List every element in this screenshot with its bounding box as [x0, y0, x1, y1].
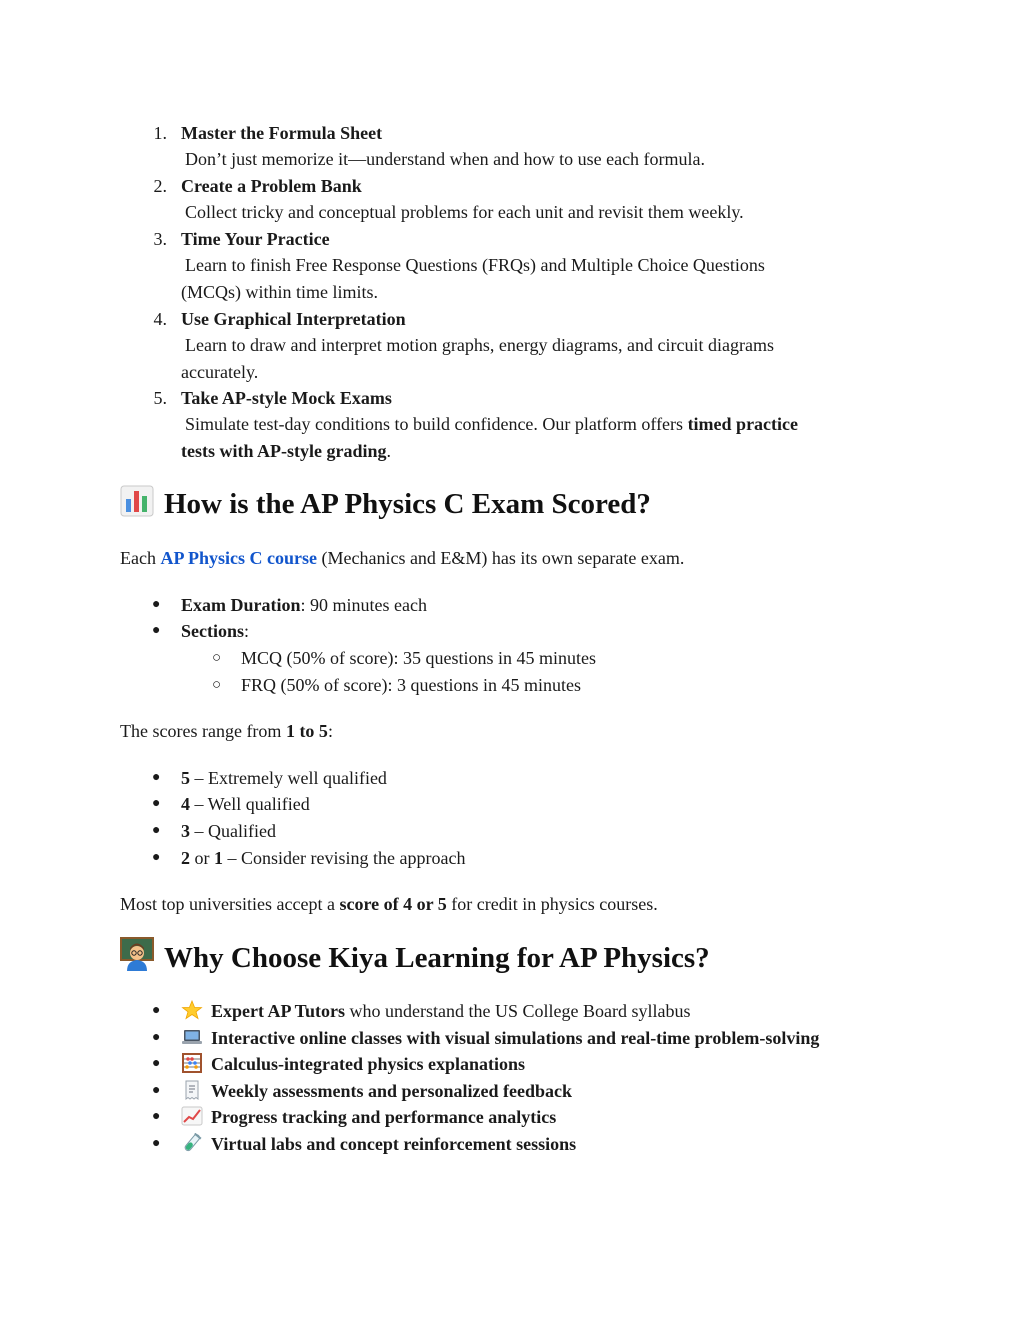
test-tube-icon — [181, 1133, 203, 1153]
tip-number: 5. — [153, 388, 167, 408]
tip-description: Learn to draw and interpret motion graphs, energy diagrams, and circuit diagrams — [185, 335, 774, 355]
tip-title: Use Graphical Interpretation — [181, 309, 406, 329]
section-heading-scoring: How is the AP Physics C Exam Scored? — [120, 484, 651, 528]
bullet: ● — [152, 597, 161, 612]
tip-number: 3. — [153, 229, 167, 249]
tip-number: 2. — [153, 176, 167, 196]
tip-number: 1. — [153, 123, 167, 143]
tip-title: Time Your Practice — [181, 229, 330, 249]
why-item: Interactive online classes with visual simulations and real-time problem-solving — [181, 1025, 819, 1051]
why-item: Weekly assessments and personalized feedback — [181, 1078, 572, 1104]
tip-description: Collect tricky and conceptual problems for each unit and revisit them weekly. — [185, 202, 744, 222]
score-item: 3 – Qualified — [181, 821, 276, 841]
tip-title: Create a Problem Bank — [181, 176, 362, 196]
bar-chart-icon — [120, 485, 154, 528]
credit-text: Most top universities accept a score of 4 or 5 for credit in physics courses. — [120, 894, 658, 914]
why-item: Expert AP Tutors who understand the US College Board syllabus — [181, 998, 691, 1024]
bullet: ● — [152, 823, 161, 838]
bullet: ● — [152, 1056, 161, 1071]
tip-description-cont: tests with AP-style grading. — [181, 441, 391, 461]
bullet: ● — [152, 796, 161, 811]
exam-duration-item: Exam Duration: 90 minutes each — [181, 595, 427, 615]
why-item: Calculus-integrated physics explanations — [181, 1051, 525, 1077]
glowing-star-icon — [181, 1000, 203, 1020]
tip-number: 4. — [153, 309, 167, 329]
why-item: Progress tracking and performance analytics — [181, 1104, 556, 1130]
bullet: ● — [152, 623, 161, 638]
section-heading-why: Why Choose Kiya Learning for AP Physics? — [120, 937, 710, 982]
section-mcq: MCQ (50% of score): 35 questions in 45 minutes — [241, 648, 596, 668]
tip-description-cont: (MCQs) within time limits. — [181, 282, 379, 302]
abacus-icon — [181, 1053, 203, 1073]
tip-description: Learn to finish Free Response Questions (FRQs) and Multiple Choice Questions — [185, 255, 765, 275]
tip-description: Simulate test-day conditions to build confidence. Our platform offers timed practice — [185, 414, 799, 434]
sections-item: Sections: — [181, 621, 250, 641]
bullet: ● — [152, 1003, 161, 1018]
tip-title: Master the Formula Sheet — [181, 123, 383, 143]
tip-title: Take AP-style Mock Exams — [181, 388, 392, 408]
tip-description: Don’t just memorize it—understand when and how to use each formula. — [185, 149, 706, 169]
laptop-icon — [181, 1027, 203, 1047]
score-item: 4 – Well qualified — [181, 794, 310, 814]
teacher-icon — [120, 937, 154, 982]
ap-physics-c-course-link[interactable]: AP Physics C course — [160, 548, 317, 568]
sub-bullet: ○ — [212, 677, 222, 693]
receipt-icon — [181, 1080, 203, 1100]
section-frq: FRQ (50% of score): 3 questions in 45 minutes — [241, 675, 581, 695]
bullet: ● — [152, 1030, 161, 1045]
scoring-intro: Each AP Physics C course (Mechanics and E&M) has its own separate exam. — [120, 548, 685, 568]
bullet: ● — [152, 1109, 161, 1124]
bullet: ● — [152, 770, 161, 785]
bullet: ● — [152, 1083, 161, 1098]
bullet: ● — [152, 1136, 161, 1151]
sub-bullet: ○ — [212, 650, 222, 666]
score-range-text: The scores range from 1 to 5: — [120, 721, 333, 741]
why-item: Virtual labs and concept reinforcement sessions — [181, 1131, 576, 1157]
score-item: 2 or 1 – Consider revising the approach — [181, 848, 466, 868]
chart-increasing-icon — [181, 1106, 203, 1126]
tip-description-cont: accurately. — [181, 362, 259, 382]
bullet: ● — [152, 850, 161, 865]
score-item: 5 – Extremely well qualified — [181, 768, 387, 788]
